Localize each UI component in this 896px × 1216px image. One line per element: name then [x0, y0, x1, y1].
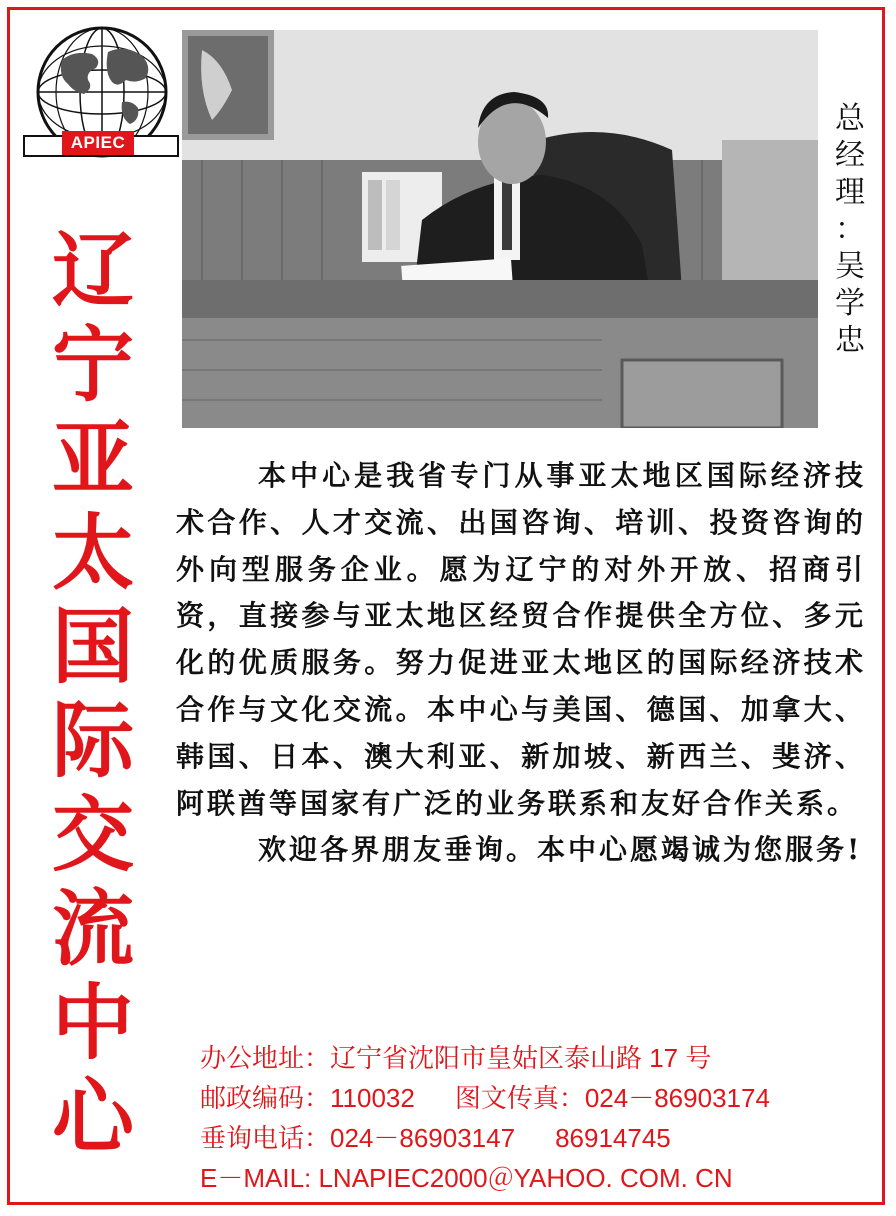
title-char: 宁	[51, 317, 134, 413]
manager-label-char: 学	[835, 286, 865, 321]
intro-paragraph: 本中心是我省专门从事亚太地区国际经济技术合作、人才交流、出国咨询、培训、投资咨询的外向型服务企业。愿为辽宁的对外开放、招商引资，直接参与亚太地区经贸合作提供全方位、多元化的优质服务。努力促进亚太地区的国际经济技术合作与文化交流。本中心与美国、德国、加拿大、韩国、日本、澳大利亚、新加坡、新西兰、斐济、阿联酋等国家有广泛的业务联系和友好合作关系。	[176, 459, 866, 820]
postcode: 邮政编码：110032	[200, 1083, 415, 1113]
manager-label-char: 总	[835, 101, 865, 136]
manager-label-char: ：	[835, 212, 865, 247]
title-char: 亚	[51, 411, 134, 507]
contact-info	[200, 1038, 880, 1198]
title-char: 辽	[51, 223, 134, 319]
title-char: 中	[51, 975, 134, 1071]
manager-label	[828, 100, 872, 359]
manager-label-char: 吴	[835, 249, 865, 284]
address-row: 办公地址：辽宁省沈阳市皇姑区泰山路 17 号	[200, 1043, 712, 1073]
manager-photo	[182, 30, 818, 428]
manager-label-char: 理	[835, 175, 865, 210]
phone-secondary: 86914745	[555, 1123, 671, 1153]
title-char: 心	[51, 1069, 134, 1165]
apiec-logo-text: APIEC	[62, 131, 134, 155]
vertical-title	[38, 224, 148, 1164]
title-char: 交	[51, 787, 134, 883]
introduction-text	[176, 453, 866, 874]
apiec-logo	[22, 22, 180, 162]
fax: 图文传真：024－86903174	[454, 1083, 770, 1113]
postcode-fax-row	[200, 1078, 880, 1118]
title-char: 太	[51, 505, 134, 601]
title-char: 流	[51, 881, 134, 977]
phone: 垂询电话：024－86903147	[200, 1123, 516, 1153]
title-char: 际	[51, 693, 134, 789]
title-char: 国	[51, 599, 134, 695]
email-row[interactable]: E－MAIL: LNAPIEC2000＠YAHOO. COM. CN	[200, 1163, 733, 1193]
manager-label-char: 忠	[835, 323, 865, 358]
welcome-paragraph: 欢迎各界朋友垂询。本中心愿竭诚为您服务!	[258, 833, 863, 867]
manager-label-char: 经	[835, 138, 865, 173]
phone-row	[200, 1118, 880, 1158]
